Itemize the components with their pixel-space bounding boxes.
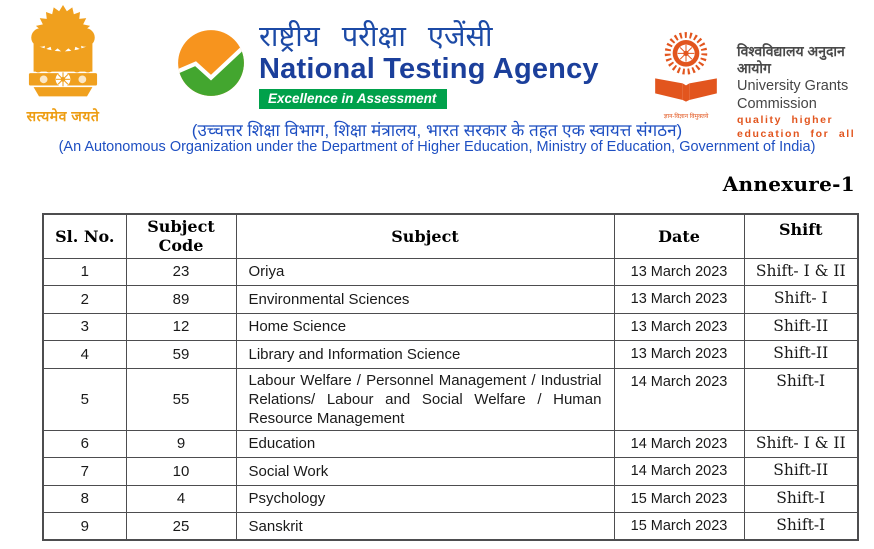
cell-subject-code: 25 xyxy=(126,513,236,541)
nta-title-hindi: राष्ट्रीय परीक्षा एजेंसी xyxy=(259,21,493,53)
cell-date: 13 March 2023 xyxy=(614,313,744,341)
table-body xyxy=(43,258,858,540)
schedule-table xyxy=(42,213,859,541)
cell-subject: Social Work xyxy=(236,458,614,486)
cell-subject-code: 4 xyxy=(126,485,236,513)
schedule-table-wrap xyxy=(42,213,859,541)
cell-subject: Psychology xyxy=(236,485,614,513)
cell-subject-code: 10 xyxy=(126,458,236,486)
nta-titles xyxy=(259,20,599,109)
header-shift: Shift xyxy=(744,214,858,258)
cell-subject-code: 12 xyxy=(126,313,236,341)
cell-sl-no: 7 xyxy=(43,458,126,486)
cell-subject: Education xyxy=(236,430,614,458)
ugc-tagline: quality higher education for all xyxy=(737,114,856,140)
table-header-row xyxy=(43,214,858,258)
nta-header-block xyxy=(176,20,599,109)
cell-date: 13 March 2023 xyxy=(614,286,744,314)
cell-shift: Shift-I xyxy=(744,485,858,513)
header-date: Date xyxy=(614,214,744,258)
cell-subject: Home Science xyxy=(236,313,614,341)
table-row xyxy=(43,430,858,458)
table-row xyxy=(43,258,858,286)
cell-date: 14 March 2023 xyxy=(614,458,744,486)
cell-date: 15 March 2023 xyxy=(614,485,744,513)
cell-date: 15 March 2023 xyxy=(614,513,744,541)
india-emblem-block xyxy=(16,5,110,126)
cell-sl-no: 9 xyxy=(43,513,126,541)
cell-date: 14 March 2023 xyxy=(614,368,744,430)
nta-logo-icon xyxy=(176,28,246,109)
cell-sl-no: 4 xyxy=(43,341,126,369)
header-sl-no: Sl. No. xyxy=(43,214,126,258)
nta-tagline-banner: Excellence in Assessment xyxy=(259,89,447,109)
cell-date: 14 March 2023 xyxy=(614,430,744,458)
cell-subject-code: 55 xyxy=(126,368,236,430)
table-row xyxy=(43,458,858,486)
cell-subject-code: 89 xyxy=(126,286,236,314)
cell-subject-code: 23 xyxy=(126,258,236,286)
ugc-title-english: University Grants Commission xyxy=(737,78,849,112)
cell-date: 13 March 2023 xyxy=(614,341,744,369)
ugc-title-hindi: विश्वविद्यालय अनुदान आयोग xyxy=(737,43,845,76)
cell-sl-no: 5 xyxy=(43,368,126,430)
cell-shift: Shift- I & II xyxy=(744,258,858,286)
subtitle-hindi: (उच्चत्तर शिक्षा विभाग, शिक्षा मंत्रालय, भारत सरकार के तहत एक स्वायत्त संगठन) xyxy=(191,121,683,140)
ugc-motto-text: ज्ञान-विज्ञान विमुक्तये xyxy=(663,114,709,120)
cell-shift: Shift-I xyxy=(744,368,858,430)
cell-subject: Labour Welfare / Personnel Management / Industrial Relations/ Labour and Social Welfare / Human Resource Management xyxy=(236,368,614,430)
table-row xyxy=(43,286,858,314)
header-subject-code: Subject Code xyxy=(126,214,236,258)
table-row xyxy=(43,485,858,513)
cell-subject: Library and Information Science xyxy=(236,341,614,369)
cell-subject-code: 59 xyxy=(126,341,236,369)
cell-sl-no: 3 xyxy=(43,313,126,341)
cell-sl-no: 2 xyxy=(43,286,126,314)
table-row xyxy=(43,513,858,541)
cell-subject: Environmental Sciences xyxy=(236,286,614,314)
cell-subject: Oriya xyxy=(236,258,614,286)
cell-subject-code: 9 xyxy=(126,430,236,458)
cell-subject: Sanskrit xyxy=(236,513,614,541)
cell-shift: Shift-II xyxy=(744,341,858,369)
cell-sl-no: 1 xyxy=(43,258,126,286)
cell-date: 13 March 2023 xyxy=(614,258,744,286)
annexure-label: Annexure-1 xyxy=(722,172,855,196)
cell-shift: Shift-II xyxy=(744,313,858,341)
table-row xyxy=(43,313,858,341)
subtitle-english: (An Autonomous Organization under the Department of Higher Education, Ministry of Education, Government of India) xyxy=(58,139,816,155)
cell-sl-no: 6 xyxy=(43,430,126,458)
india-emblem-icon xyxy=(23,88,103,105)
emblem-motto-text: सत्यमेव जयते xyxy=(26,108,100,124)
table-row xyxy=(43,341,858,369)
cell-shift: Shift- I xyxy=(744,286,858,314)
cell-shift: Shift-II xyxy=(744,458,858,486)
cell-sl-no: 8 xyxy=(43,485,126,513)
nta-title-english: National Testing Agency xyxy=(259,53,599,85)
table-row xyxy=(43,368,858,430)
cell-shift: Shift- I & II xyxy=(744,430,858,458)
header-subject: Subject xyxy=(236,214,614,258)
cell-shift: Shift-I xyxy=(744,513,858,541)
